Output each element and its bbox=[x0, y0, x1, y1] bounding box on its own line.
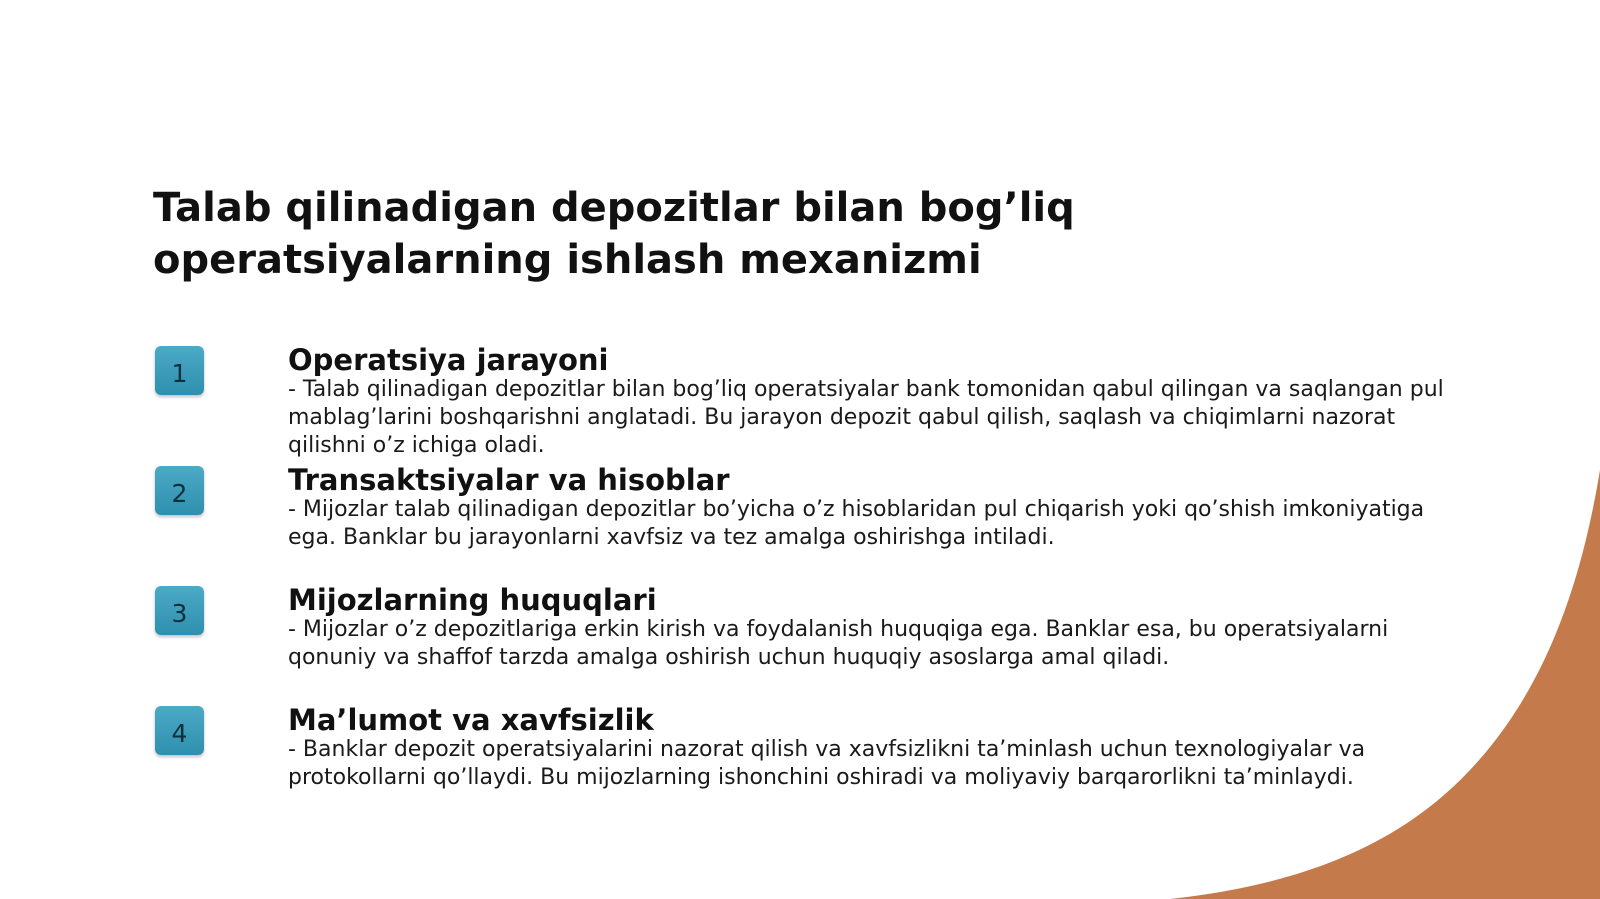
item-content bbox=[288, 584, 1458, 672]
item-content bbox=[288, 704, 1458, 792]
item-description: - Mijozlar talab qilinadigan depozitlar bo’yicha o’z hisoblaridan pul chiqarish yoki qo’shish imkoniyatiga ega. Banklar bu jarayonlarni xavfsiz va tez amalga oshirishga intiladi. bbox=[288, 497, 1425, 550]
item-content bbox=[288, 344, 1458, 460]
item-description: - Banklar depozit operatsiyalarini nazorat qilish va xavfsizlikni ta’minlash uchun texnologiyalar va protokollarni qo’llaydi. Bu mijozlarning ishonchini oshiradi va moliyaviy barqarorlikni ta’minlaydi. bbox=[288, 737, 1366, 790]
step-number-badge: 2 bbox=[155, 466, 204, 515]
item-description: - Mijozlar o’z depozitlariga erkin kirish va foydalanish huquqiga ega. Banklar esa, bu operatsiyalarni qonuniy va shaffof tarzda amalga oshirish uchun huquqiy asoslarga amal qiladi. bbox=[288, 617, 1389, 670]
item-content bbox=[288, 464, 1458, 552]
item-heading: Operatsiya jarayoni bbox=[288, 343, 609, 377]
item-heading: Ma’lumot va xavfsizlik bbox=[288, 703, 654, 737]
slide-title: Talab qilinadigan depozitlar bilan bog’liq operatsiyalarning ishlash mexanizmi bbox=[153, 185, 1075, 283]
step-number-badge: 1 bbox=[155, 346, 204, 395]
item-heading: Mijozlarning huquqlari bbox=[288, 583, 657, 617]
step-number-badge: 3 bbox=[155, 586, 204, 635]
step-number-badge: 4 bbox=[155, 706, 204, 755]
item-heading: Transaktsiyalar va hisoblar bbox=[288, 463, 730, 497]
item-description: - Talab qilinadigan depozitlar bilan bog’liq operatsiyalar bank tomonidan qabul qilingan va saqlangan pul mablag’larini boshqarishni anglatadi. Bu jarayon depozit qabul qilish, saqlash va chiqimlarni nazorat qilishni o’z ichiga oladi. bbox=[288, 377, 1444, 458]
